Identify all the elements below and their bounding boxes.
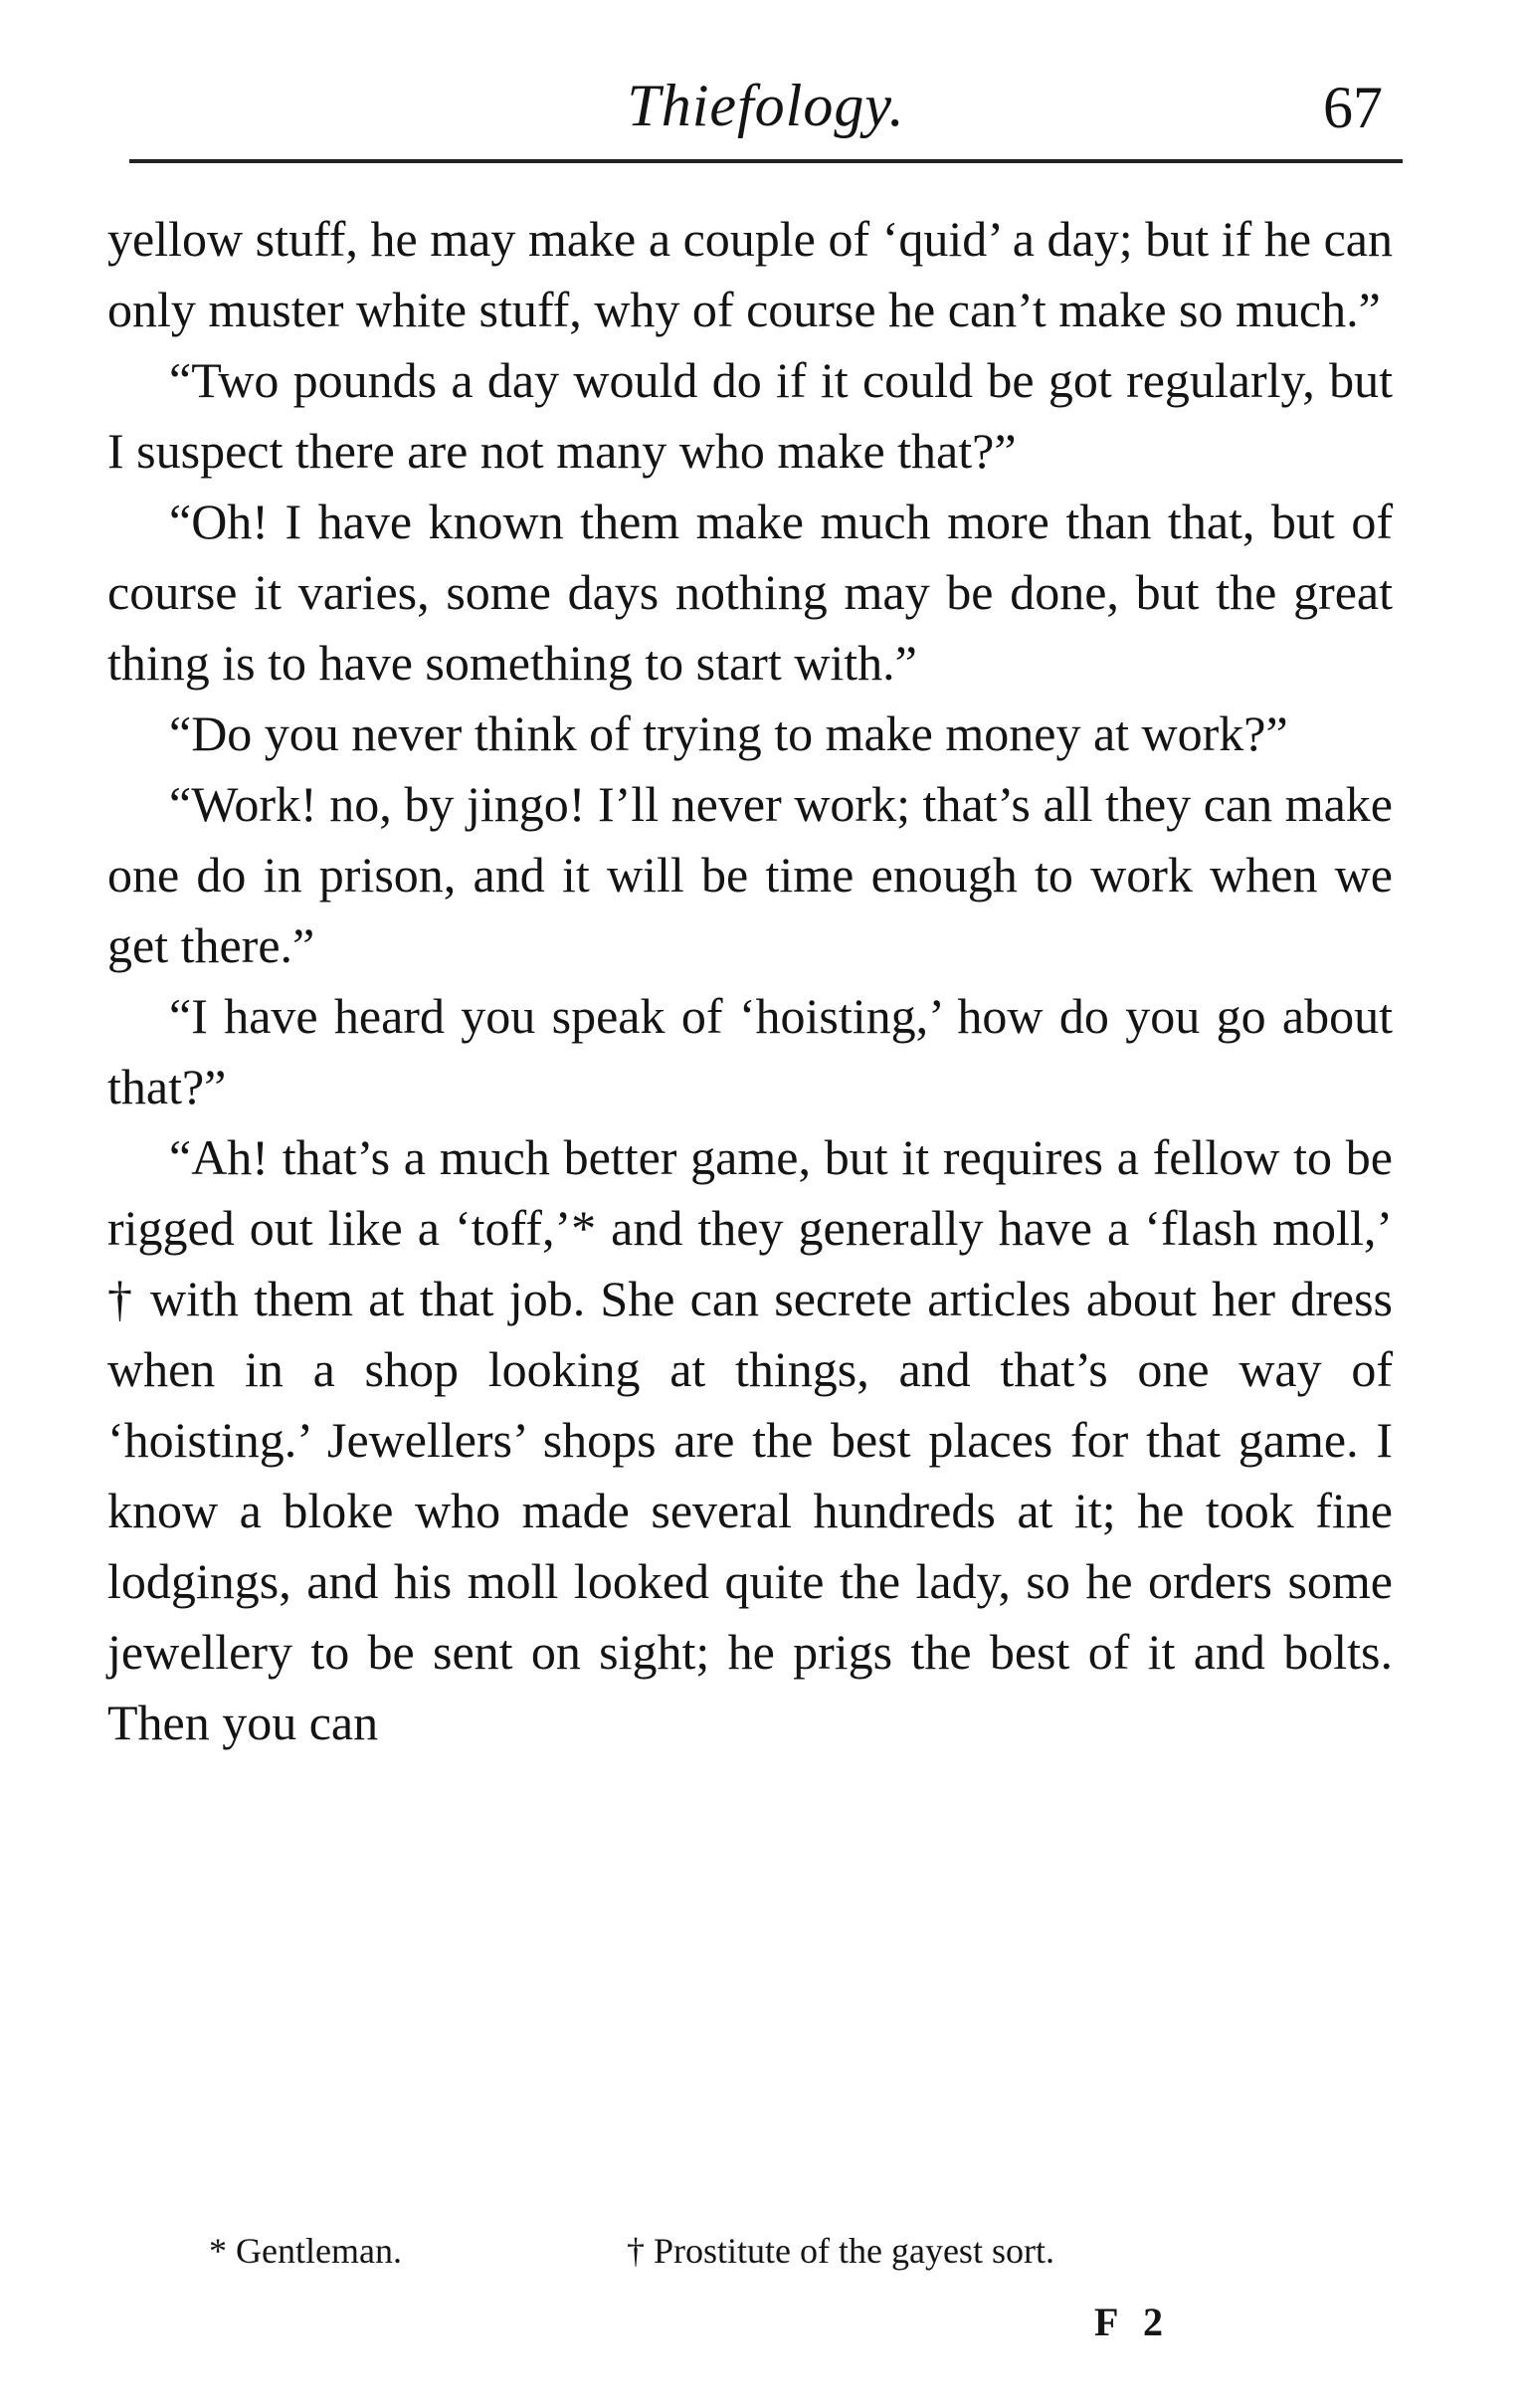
paragraph: “Do you never think of trying to make money at work?”	[169, 705, 1288, 761]
page-number: 67	[1323, 75, 1383, 140]
page-header	[129, 72, 1403, 161]
paragraph: “Oh! I have known them make much more than that, but of course it varies, some days nothing may be done, but the great thing is to have something to start with.”	[107, 494, 1393, 691]
signature-mark: F 2	[1094, 2300, 1171, 2344]
header-rule	[129, 159, 1403, 163]
paragraph: “Ah! that’s a much better game, but it requires a fellow to be rigged out like a ‘toff,’* and they generally have a ‘flash moll,’ † with them at that job. She can secrete articles about her dress when in a shop looking at things, and that’s one way of ‘hoisting.’ Jewellers’ shops are the best places for that game. I know a bloke who made several hundreds at it; he took fine lodgings, and his moll looked quite the lady, so he orders some jewellery to be sent on sight; he prigs the best of it and bolts. Then you can	[107, 1129, 1393, 1750]
paragraph: “Work! no, by jingo! I’ll never work; that’s all they can make one do in prison, and it will be time enough to work when we get there.”	[107, 776, 1393, 973]
footnote-gentleman: * Gentleman.	[209, 2231, 402, 2271]
paragraph: yellow stuff, he may make a couple of ‘quid’ a day; but if he can only muster white stuff, why of course he can’t make so much.”	[107, 211, 1393, 337]
running-title: Thiefology.	[627, 73, 905, 138]
paragraph: “Two pounds a day would do if it could be got regularly, but I suspect there are not many who make that?”	[107, 352, 1393, 479]
paragraph: “I have heard you speak of ‘hoisting,’ how do you go about that?”	[107, 988, 1393, 1114]
body-text	[107, 204, 1393, 1758]
footnote-prostitute: † Prostitute of the gayest sort.	[627, 2231, 1054, 2271]
